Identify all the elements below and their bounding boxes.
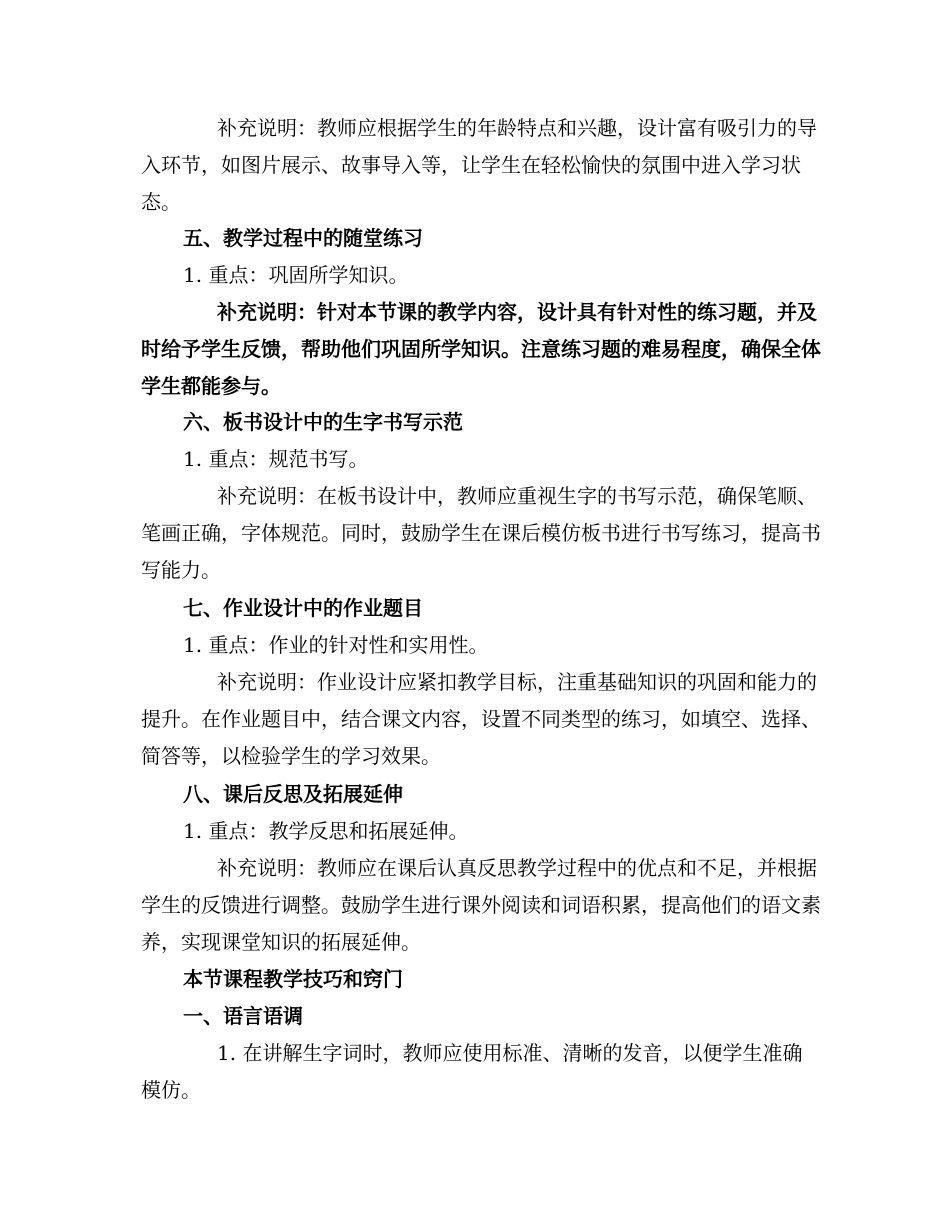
section-heading-6: 六、板书设计中的生字书写示范: [183, 410, 463, 434]
section-heading-language: 一、语言语调: [183, 1004, 303, 1028]
key-point-item-5: 1. 重点：巩固所学知识。: [183, 263, 409, 287]
language-tip-item-1: 1. 在讲解生字词时，教师应使用标准、清晰的发音，以便学生准确模仿。: [141, 1041, 803, 1102]
key-point-item-7: 1. 重点：作业的针对性和实用性。: [183, 633, 489, 657]
supplement-paragraph-8: 补充说明：教师应在课后认真反思教学过程中的优点和不足，并根据学生的反馈进行调整。鼓励学生进行课外阅读和词语积累，提高他们的语文素养，实现课堂知识的拓展延伸。: [141, 856, 821, 954]
supplement-paragraph-5: 补充说明：针对本节课的教学内容，设计具有针对性的练习题，并及时给予学生反馈，帮助他们巩固所学知识。注意练习题的难易程度，确保全体学生都能参与。: [141, 300, 821, 398]
section-heading-7: 七、作业设计中的作业题目: [183, 596, 423, 620]
key-point-item-8: 1. 重点：教学反思和拓展延伸。: [183, 819, 469, 843]
section-heading-5: 五、教学过程中的随堂练习: [183, 226, 423, 250]
section-heading-8: 八、课后反思及拓展延伸: [183, 782, 403, 806]
supplement-paragraph-7: 补充说明：作业设计应紧扣教学目标，注重基础知识的巩固和能力的提升。在作业题目中，结合课文内容，设置不同类型的练习，如填空、选择、简答等，以检验学生的学习效果。: [141, 670, 821, 768]
key-point-item-6: 1. 重点：规范书写。: [183, 447, 369, 471]
course-tips-title: 本节课程教学技巧和窍门: [183, 967, 403, 991]
supplement-paragraph-6: 补充说明：在板书设计中，教师应重视生字的书写示范，确保笔顺、笔画正确，字体规范。同时，鼓励学生在课后模仿板书进行书写练习，提高书写能力。: [141, 484, 821, 582]
supplement-paragraph-intro: 补充说明：教师应根据学生的年龄特点和兴趣，设计富有吸引力的导入环节，如图片展示、故事导入等，让学生在轻松愉快的氛围中进入学习状态。: [141, 116, 817, 214]
